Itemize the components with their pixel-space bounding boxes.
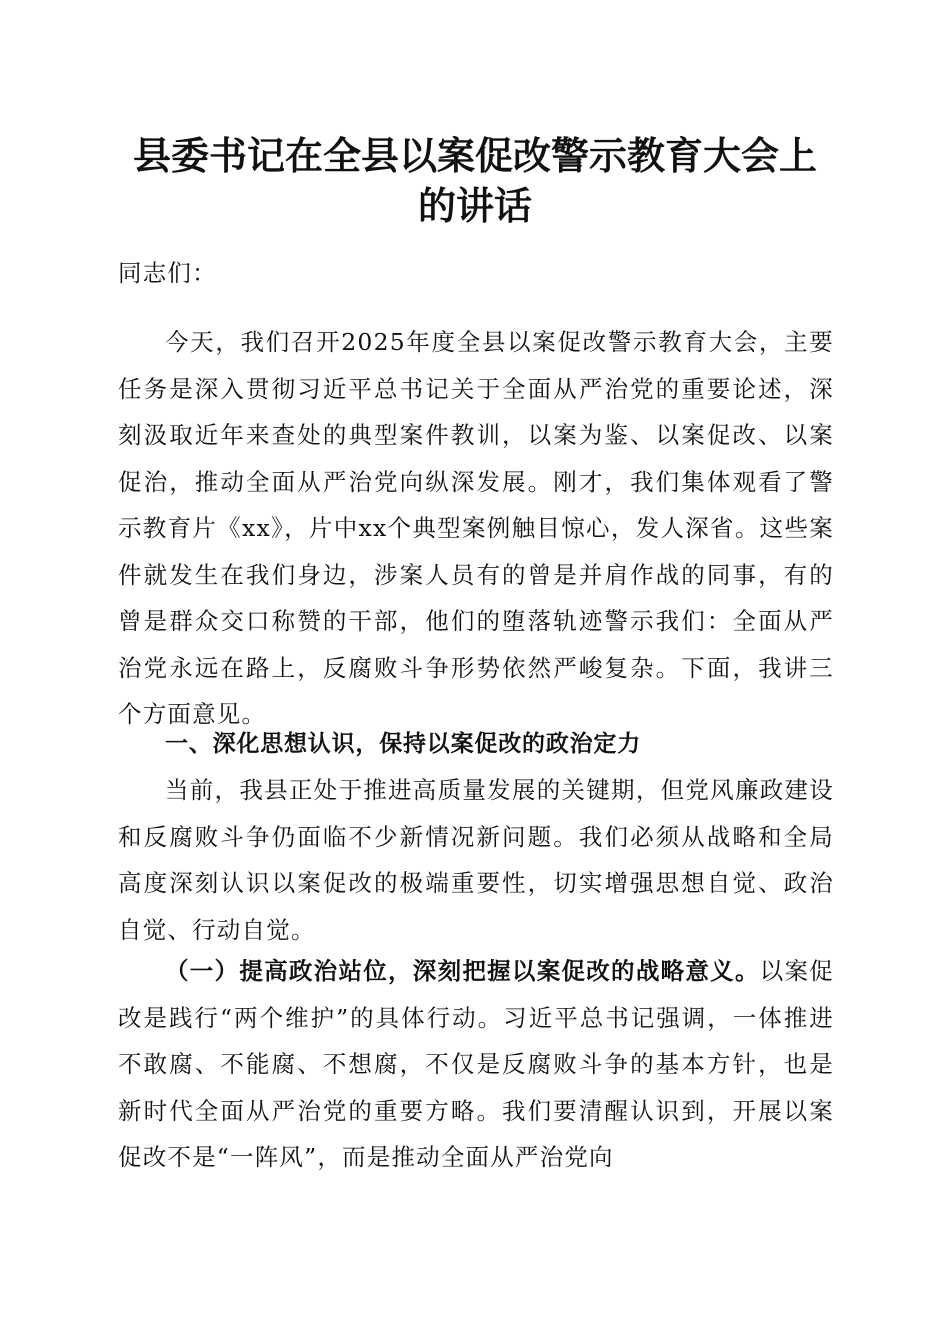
subsection-body: 以案促改是践行“两个维护”的具体行动。习近平总书记强调，一体推进不敢腐、不能腐、不想腐，不仅是反腐败斗争的基本方针，也是新时代全面从严治党的重要方略。我们要清醒认识到，开展以案促改不是“一阵风”，而是推动全面从严治党向 xyxy=(118,957,834,1171)
paragraph-section-one-intro: 当前，我县正处于推进高质量发展的关键期，但党风廉政建设和反腐败斗争仍面临不少新情况新问题。我们必须从战略和全局高度深刻认识以案促改的极端重要性，切实增强思想自觉、政治自觉、行动自觉。 xyxy=(118,776,834,944)
paragraph-opening: 今天，我们召开2025年度全县以案促改警示教育大会，主要任务是深入贯彻习近平总书记关于全面从严治党的重要论述，深刻汲取近年来查处的典型案件教训，以案为鉴、以案促改、以案促治，推动全面从严治党向纵深发展。刚才，我们集体观看了警示教育片《xx》，片中xx个典型案例触目惊心，发人深省。这些案件就发生在我们身边，涉案人员有的曾是并肩作战的同事，有的曾是群众交口称赞的干部，他们的堕落轨迹警示我们：全面从严治党永远在路上，反腐败斗争形势依然严峻复杂。下面，我讲三个方面意见。 xyxy=(118,328,834,728)
section-heading-one: 一、深化思想认识，保持以案促改的政治定力 xyxy=(165,731,641,757)
subsection-heading: （一）提高政治站位，深刻把握以案促改的战略意义。 xyxy=(165,957,760,985)
document-title: 县委书记在全县以案促改警示教育大会上的讲话 xyxy=(132,133,817,228)
paragraph-subsection-one xyxy=(118,948,834,1181)
salutation: 同志们： xyxy=(118,259,217,287)
